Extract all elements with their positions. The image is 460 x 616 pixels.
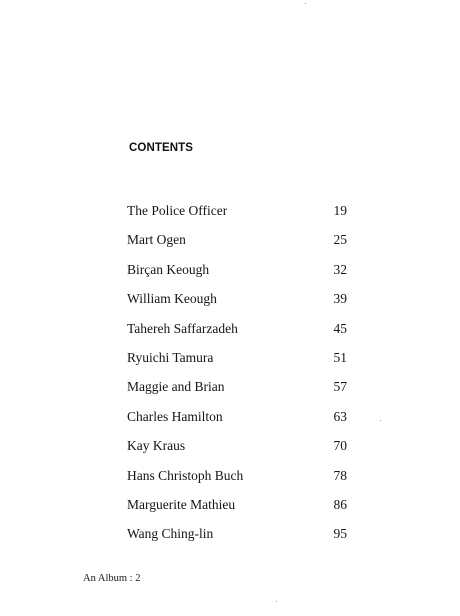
toc-entry-title: Maggie and Brian — [127, 379, 225, 395]
toc-entry-title: William Keough — [127, 291, 217, 307]
toc-entry-page: 39 — [333, 291, 347, 307]
toc-entry — [127, 350, 347, 379]
toc-entry-title: Charles Hamilton — [127, 408, 223, 424]
toc-entry-page: 63 — [333, 408, 347, 424]
toc-entry-page: 70 — [333, 438, 347, 454]
toc-entry-title: Marguerite Mathieu — [127, 496, 236, 512]
toc-entry-title: Tahereh Saffarzadeh — [127, 320, 238, 336]
toc-entry — [127, 409, 347, 438]
toc-entry — [127, 321, 347, 350]
toc-entry-title: Mart Ogen — [127, 232, 186, 248]
toc-entry — [127, 203, 347, 232]
toc-entry-title: Hans Christoph Buch — [127, 467, 244, 483]
toc-entry — [127, 232, 347, 261]
scan-speck — [276, 601, 277, 602]
toc-entry — [127, 468, 347, 497]
scan-speck — [380, 420, 381, 421]
table-of-contents — [127, 203, 347, 556]
toc-entry-page: 25 — [333, 232, 347, 248]
toc-entry-page: 95 — [333, 526, 347, 542]
toc-entry — [127, 379, 347, 408]
toc-entry — [127, 262, 347, 291]
toc-entry-page: 78 — [333, 467, 347, 483]
toc-entry-page: 57 — [333, 379, 347, 395]
toc-entry-page: 86 — [333, 496, 347, 512]
toc-entry-title: Kay Kraus — [127, 438, 186, 454]
toc-entry — [127, 291, 347, 320]
running-footer: An Album : 2 — [83, 573, 141, 584]
toc-entry-title: Birçan Keough — [127, 261, 210, 277]
toc-entry — [127, 438, 347, 467]
toc-entry-page: 45 — [333, 320, 347, 336]
toc-entry-page: 32 — [333, 261, 347, 277]
toc-entry — [127, 497, 347, 526]
toc-entry-page: 19 — [333, 203, 347, 218]
scan-speck — [305, 3, 306, 4]
toc-entry-title: Ryuichi Tamura — [127, 349, 214, 365]
toc-entry — [127, 526, 347, 555]
toc-entry-page: 51 — [333, 349, 347, 365]
contents-heading: CONTENTS — [129, 142, 194, 154]
toc-entry-title: The Police Officer — [127, 203, 228, 218]
toc-entry-title: Wang Ching-lin — [127, 526, 214, 542]
